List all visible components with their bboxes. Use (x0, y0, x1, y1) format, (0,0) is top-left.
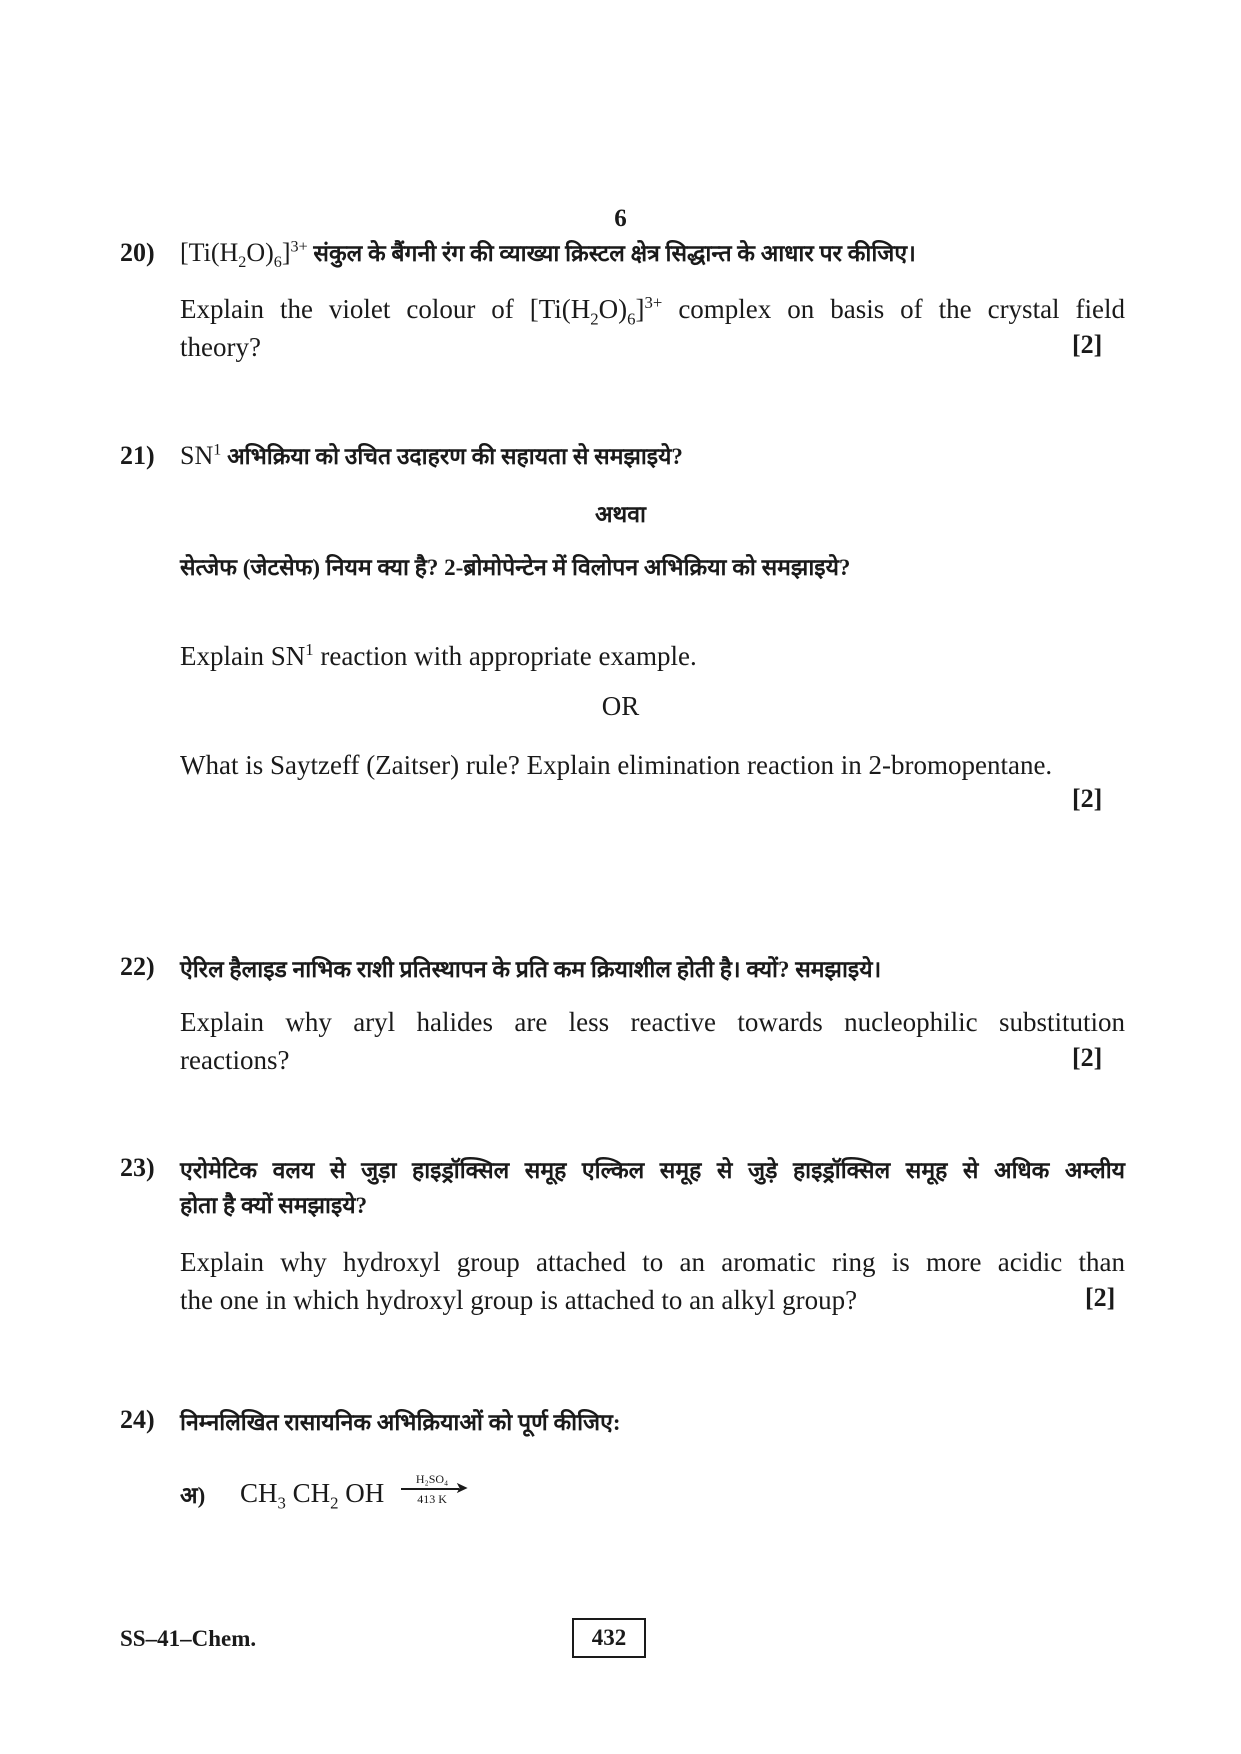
q21-hindi-or: अथवा (594, 502, 646, 527)
q21-english-part2: What is Saytzeff (Zaitser) rule? Explain elimination reaction in 2-bromopentane. (180, 750, 1053, 780)
q20-formula-english: $[Ti(H_2O)_6]^{3+}$ (529, 293, 663, 329)
q21-hindi-part2: सेत्जेफ (जेटसेफ) नियम क्या है? 2-ब्रोमोपेन्टेन में विलोपन अभिक्रिया को समझाइये? (180, 555, 851, 580)
q23-english-line2: the one in which hydroxyl group is attached to an alkyl group? (180, 1285, 858, 1315)
q23-hindi-line2: होता है क्यों समझाइये? (180, 1193, 368, 1218)
q24-hindi: निम्नलिखित रासायनिक अभिक्रियाओं को पूर्ण कीजिए: (180, 1410, 621, 1435)
sn1-label: $SN^1$ (180, 441, 222, 470)
q23-hindi-line1: एरोमेटिक वलय से जुड़ा हाइड्रॉक्सिल समूह एल्किल समूह से जुड़े हाइड्रॉक्सिल समूह से अधिक अम्लीय (180, 1158, 1125, 1183)
paper-code: SS–41–Chem. (120, 1626, 257, 1651)
page-number: 6 (614, 205, 627, 232)
q20-english-line2: theory? (180, 332, 261, 362)
reaction-condition-bottom: 413 K (417, 1492, 447, 1506)
question-number-22: 22) (120, 952, 155, 981)
q21-english-pre: Explain (180, 641, 264, 671)
q23-marks: [2] (1085, 1283, 1116, 1312)
q24-part-a-reaction (240, 1470, 469, 1513)
q21-english-post: reaction with appropriate example. (320, 641, 697, 671)
q20-english-line1 (180, 290, 1125, 328)
question-number-24: 24) (120, 1405, 155, 1434)
sn1-label-english: $SN^1$ (270, 640, 314, 671)
reaction-arrow-icon: H₂SO₄ ➤ 413 K (401, 1470, 469, 1510)
q23-english-line1: Explain why hydroxyl group attached to an aromatic ring is more acidic than (180, 1247, 1125, 1277)
q21-english-part1 (180, 637, 1125, 675)
reaction-condition-top: H₂SO₄ (415, 1472, 449, 1486)
q21-english-or: OR (601, 691, 640, 721)
question-number-20: 20) (120, 238, 155, 267)
q20-english-pre: Explain the violet colour of (180, 294, 514, 324)
q24-part-a-label: अ) (180, 1483, 206, 1508)
q21-hindi-part1: अभिक्रिया को उचित उदाहरण की सहायता से समझाइये? (227, 444, 683, 469)
ethanol-formula: $CH_3$ $CH_2$ OH (240, 1478, 385, 1513)
q22-marks: [2] (1072, 1043, 1103, 1072)
q20-formula-hindi: $[Ti(H_2O)_6]^{3+}$ (180, 238, 308, 272)
q21-hindi-line1 (180, 439, 683, 471)
page-box: 432 (572, 1618, 646, 1658)
question-number-21: 21) (120, 441, 155, 470)
q20-hindi-text (180, 236, 916, 272)
q22-english-line2: reactions? (180, 1045, 290, 1075)
q22-english-line1: Explain why aryl halides are less reactive towards nucleophilic substitution (180, 1007, 1125, 1037)
q22-hindi: ऐरिल हैलाइड नाभिक राशी प्रतिस्थापन के प्रति कम क्रियाशील होती है। क्यों? समझाइये। (180, 957, 882, 982)
q20-marks: [2] (1072, 330, 1103, 359)
q20-english-post: complex on basis of the crystal field (678, 294, 1125, 324)
q20-hindi: संकुल के बैंगनी रंग की व्याख्या क्रिस्टल क्षेत्र सिद्धान्त के आधार पर कीजिए। (313, 241, 916, 266)
question-number-23: 23) (120, 1153, 155, 1182)
q21-marks: [2] (1072, 784, 1103, 813)
